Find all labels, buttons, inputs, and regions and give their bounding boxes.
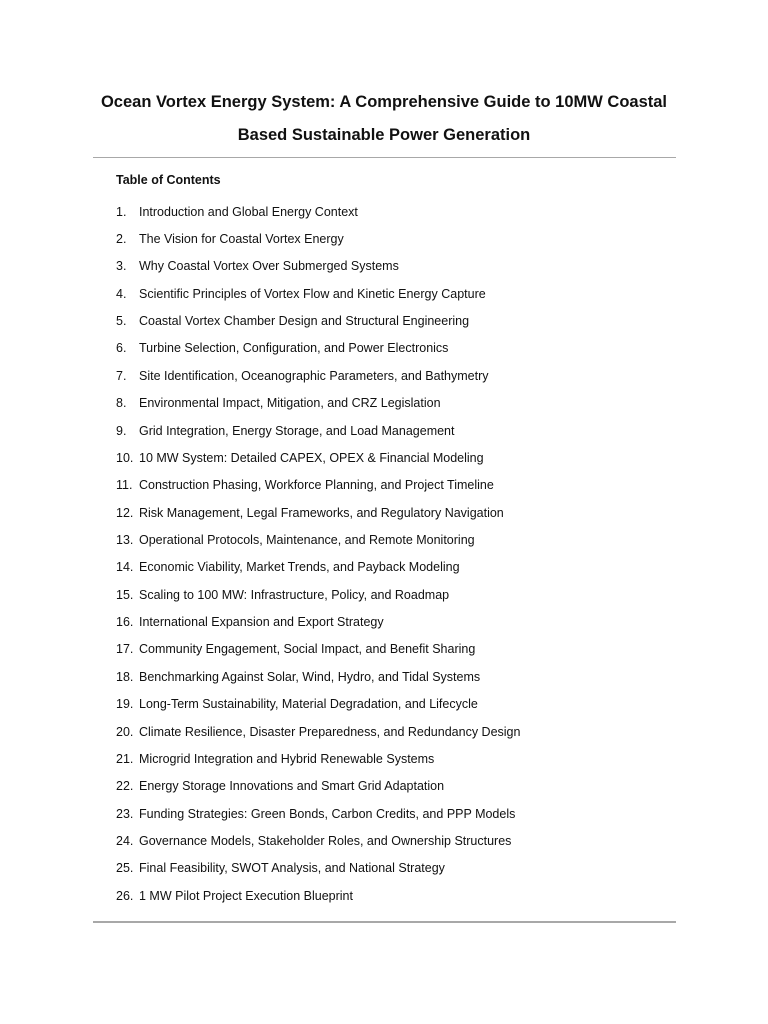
toc-item-number: 16. xyxy=(116,615,134,630)
toc-item xyxy=(116,499,520,526)
toc-item xyxy=(116,417,520,444)
toc-item-title: Why Coastal Vortex Over Submerged Systems xyxy=(139,259,399,274)
toc-item-number: 26. xyxy=(116,888,134,903)
toc-item-title: Introduction and Global Energy Context xyxy=(139,204,358,219)
toc-item-number: 20. xyxy=(116,724,134,739)
toc-item-title: Scaling to 100 MW: Infrastructure, Policy, and Roadmap xyxy=(139,587,450,602)
toc-item xyxy=(116,362,520,389)
toc-item-title: Economic Viability, Market Trends, and Payback Modeling xyxy=(139,560,460,575)
toc-item-title: International Expansion and Export Strategy xyxy=(139,615,384,630)
toc-item-number: 13. xyxy=(116,532,134,547)
toc-item xyxy=(116,280,520,307)
toc-item-number: 22. xyxy=(116,779,134,794)
toc-item xyxy=(116,307,520,334)
toc-item-title: Climate Resilience, Disaster Preparedness, and Redundancy Design xyxy=(139,724,521,739)
toc-item-number: 17. xyxy=(116,642,134,657)
toc-item-title: Site Identification, Oceanographic Parameters, and Bathymetry xyxy=(139,368,489,383)
toc-item-title: Turbine Selection, Configuration, and Power Electronics xyxy=(139,341,449,356)
toc-item-number: 24. xyxy=(116,833,134,848)
toc-item-number: 23. xyxy=(116,806,134,821)
toc-heading: Table of Contents xyxy=(116,173,221,187)
toc-item-number: 11. xyxy=(116,478,133,493)
toc-item xyxy=(116,690,520,717)
toc-item-number: 4. xyxy=(116,286,127,301)
toc-item-number: 5. xyxy=(116,314,127,329)
toc-item xyxy=(116,554,520,581)
toc-item-number: 7. xyxy=(116,368,127,383)
toc-item-title: Environmental Impact, Mitigation, and CRZ Legislation xyxy=(139,396,441,411)
toc-item xyxy=(116,663,520,690)
toc-item-title: 10 MW System: Detailed CAPEX, OPEX & Financial Modeling xyxy=(139,450,484,465)
toc-item xyxy=(116,444,520,471)
toc-item xyxy=(116,472,520,499)
toc-item-number: 3. xyxy=(116,259,127,274)
toc-item-number: 1. xyxy=(116,204,127,219)
toc-item xyxy=(116,773,520,800)
toc-item-title: 1 MW Pilot Project Execution Blueprint xyxy=(139,888,353,903)
toc-item xyxy=(116,198,520,225)
toc-item xyxy=(116,636,520,663)
toc-item xyxy=(116,827,520,854)
toc-item xyxy=(116,608,520,635)
toc-item-number: 18. xyxy=(116,669,134,684)
toc-item xyxy=(116,882,520,909)
toc-item-title: Operational Protocols, Maintenance, and Remote Monitoring xyxy=(139,532,475,547)
toc-item-title: Community Engagement, Social Impact, and Benefit Sharing xyxy=(139,642,476,657)
toc-item xyxy=(116,335,520,362)
toc-item-number: 10. xyxy=(116,450,134,465)
toc-item-title: Scientific Principles of Vortex Flow and Kinetic Energy Capture xyxy=(139,286,486,301)
toc-item-title: Construction Phasing, Workforce Planning, and Project Timeline xyxy=(139,478,494,493)
toc-item-title: Microgrid Integration and Hybrid Renewable Systems xyxy=(139,751,435,766)
toc-item xyxy=(116,390,520,417)
table-of-contents xyxy=(116,198,520,909)
toc-item-title: Coastal Vortex Chamber Design and Structural Engineering xyxy=(139,314,470,329)
toc-item-number: 15. xyxy=(116,587,134,602)
toc-item xyxy=(116,855,520,882)
toc-item-number: 9. xyxy=(116,423,127,438)
toc-item-number: 14. xyxy=(116,560,134,575)
document-title xyxy=(60,86,708,152)
document-title-line-1: Ocean Vortex Energy System: A Comprehensive Guide to 10MW Coastal xyxy=(100,93,668,111)
toc-item-number: 19. xyxy=(116,697,134,712)
toc-item xyxy=(116,800,520,827)
toc-item xyxy=(116,253,520,280)
toc-item-number: 12. xyxy=(116,505,134,520)
toc-item-number: 21. xyxy=(116,751,134,766)
toc-item-title: Grid Integration, Energy Storage, and Load Management xyxy=(139,423,455,438)
toc-item-title: Risk Management, Legal Frameworks, and Regulatory Navigation xyxy=(139,505,504,520)
toc-item-number: 2. xyxy=(116,232,127,247)
toc-item xyxy=(116,745,520,772)
toc-item-title: Benchmarking Against Solar, Wind, Hydro, and Tidal Systems xyxy=(139,669,481,684)
toc-item xyxy=(116,225,520,252)
toc-item-title: Funding Strategies: Green Bonds, Carbon Credits, and PPP Models xyxy=(139,806,516,821)
toc-item xyxy=(116,718,520,745)
bottom-divider xyxy=(93,921,676,923)
toc-item-number: 25. xyxy=(116,861,134,876)
toc-item xyxy=(116,581,520,608)
title-divider xyxy=(93,157,676,158)
document-title-line-2: Based Sustainable Power Generation xyxy=(237,126,531,144)
toc-item-title: Long-Term Sustainability, Material Degradation, and Lifecycle xyxy=(139,697,478,712)
toc-item xyxy=(116,526,520,553)
toc-item-title: Governance Models, Stakeholder Roles, and Ownership Structures xyxy=(139,833,512,848)
toc-item-number: 8. xyxy=(116,396,127,411)
toc-item-title: Energy Storage Innovations and Smart Grid Adaptation xyxy=(139,779,445,794)
toc-item-title: The Vision for Coastal Vortex Energy xyxy=(139,232,344,247)
toc-item-number: 6. xyxy=(116,341,127,356)
toc-item-title: Final Feasibility, SWOT Analysis, and National Strategy xyxy=(139,861,445,876)
